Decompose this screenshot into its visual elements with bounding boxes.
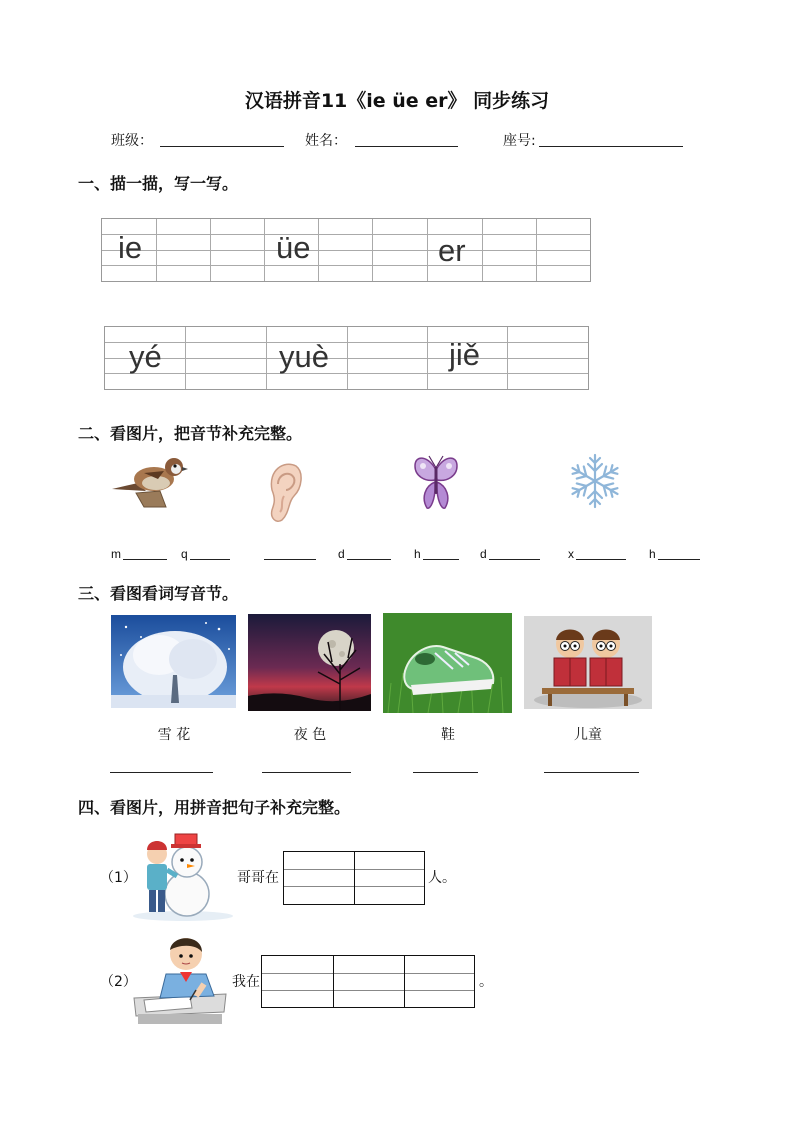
- answer-line[interactable]: [110, 772, 213, 773]
- tracing-grid-row1[interactable]: [101, 218, 591, 282]
- blank-line[interactable]: [347, 559, 391, 560]
- snowflake-icon: [566, 452, 624, 510]
- seat-label: 座号:: [503, 133, 536, 149]
- section-1-heading: 一、描一描，写一写。: [78, 174, 239, 193]
- blank-line[interactable]: [576, 559, 626, 560]
- butterfly-icon: [411, 452, 461, 512]
- blank-prefix: h: [649, 547, 656, 561]
- blank-prefix: d: [480, 547, 487, 561]
- answer-grid-1[interactable]: [283, 851, 425, 905]
- pinyin-ue: üe: [276, 230, 311, 265]
- name-label: 姓名：: [305, 133, 347, 149]
- question-1-after: 人。: [428, 870, 456, 886]
- shoe-photo: [383, 613, 512, 713]
- name-field[interactable]: [355, 146, 458, 147]
- tracing-grid-row2[interactable]: [104, 326, 589, 390]
- answer-grid-2[interactable]: [261, 955, 475, 1008]
- blank-line[interactable]: [658, 559, 700, 560]
- page-title: 汉语拼音11《ie üe er》 同步练习: [244, 90, 550, 112]
- blank-line[interactable]: [489, 559, 540, 560]
- boy-writing-illustration: [130, 934, 230, 1026]
- question-1-before: 哥哥在: [237, 870, 279, 886]
- pinyin-ye: yé: [129, 339, 162, 374]
- caption-shoe: 鞋: [441, 727, 455, 743]
- blank-line[interactable]: [264, 559, 316, 560]
- blank-prefix: d: [338, 547, 345, 561]
- caption-snowflower: 雪 花: [157, 727, 191, 743]
- caption-children: 儿童: [574, 727, 602, 743]
- pinyin-yue: yuè: [279, 339, 329, 374]
- answer-line[interactable]: [544, 772, 639, 773]
- children-reading-photo: [524, 616, 652, 709]
- question-2-before: 我在: [232, 974, 260, 990]
- snowman-illustration: [129, 824, 237, 922]
- answer-line[interactable]: [413, 772, 478, 773]
- pinyin-jie: jiě: [449, 337, 481, 372]
- blank-line[interactable]: [423, 559, 459, 560]
- pinyin-ie: ie: [118, 230, 143, 265]
- section-2-heading: 二、看图片，把音节补充完整。: [78, 424, 303, 443]
- blank-line[interactable]: [123, 559, 167, 560]
- blank-prefix: q: [181, 547, 188, 561]
- snowy-tree-photo: [111, 615, 236, 708]
- section-4-heading: 四、看图片，用拼音把句子补充完整。: [78, 798, 351, 817]
- section-3-heading: 三、看图看词写音节。: [78, 584, 239, 603]
- blank-prefix: m: [111, 547, 121, 561]
- question-1-number: （1）: [100, 870, 137, 886]
- seat-field[interactable]: [539, 146, 683, 147]
- question-2-number: （2）: [100, 974, 137, 990]
- ear-icon: [264, 460, 304, 524]
- class-field[interactable]: [160, 146, 284, 147]
- question-2-after: 。: [479, 974, 493, 990]
- pinyin-er: er: [438, 233, 466, 268]
- blank-prefix: h: [414, 547, 421, 561]
- class-label: 班级：: [111, 133, 153, 149]
- blank-prefix: x: [568, 547, 574, 561]
- bird-icon: [108, 453, 188, 509]
- blank-line[interactable]: [190, 559, 230, 560]
- caption-night: 夜 色: [293, 727, 327, 743]
- night-photo: [248, 614, 371, 711]
- answer-line[interactable]: [262, 772, 351, 773]
